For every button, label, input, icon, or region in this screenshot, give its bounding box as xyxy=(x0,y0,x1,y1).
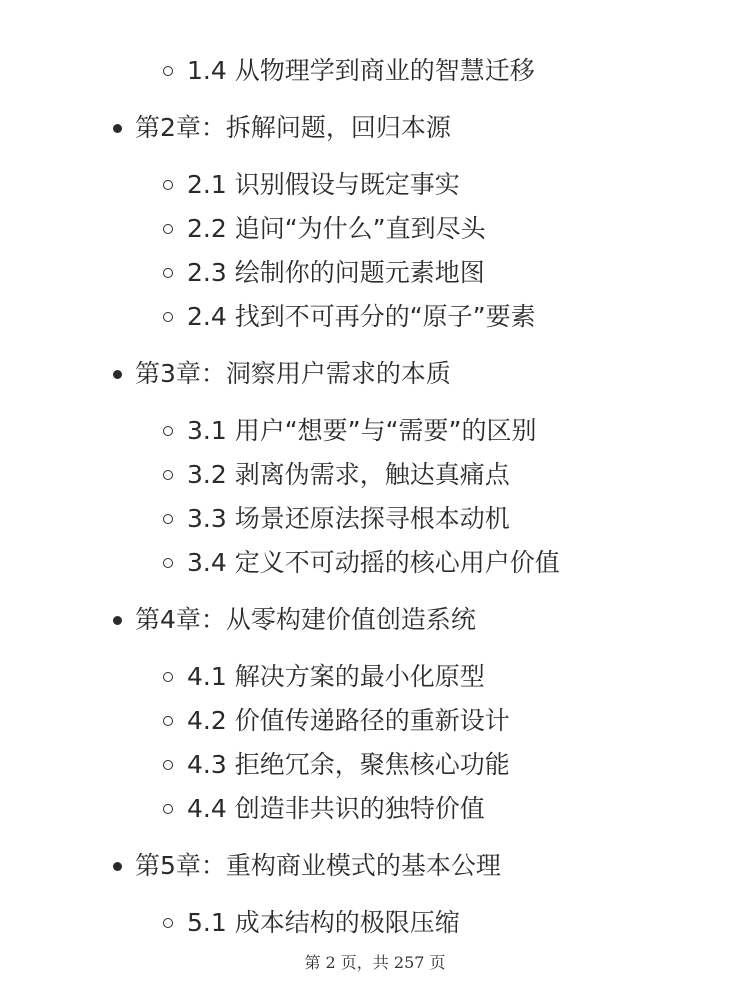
circle-bullet-icon xyxy=(163,312,173,322)
circle-bullet-icon xyxy=(163,804,173,814)
circle-bullet-icon xyxy=(163,514,173,524)
toc-section-item xyxy=(163,907,460,939)
toc-section-item xyxy=(163,661,485,693)
toc-section-item xyxy=(163,705,510,737)
disc-bullet-icon xyxy=(113,862,122,871)
toc-item-text: 4.1 解决方案的最小化原型 xyxy=(187,662,485,691)
circle-bullet-icon xyxy=(163,716,173,726)
toc-item-text: 4.2 价值传递路径的重新设计 xyxy=(187,706,510,735)
disc-bullet-icon xyxy=(113,124,122,133)
toc-item-text: 4.4 创造非共识的独特价值 xyxy=(187,794,485,823)
toc-item-text: 3.3 场景还原法探寻根本动机 xyxy=(187,504,510,533)
toc-item-text: 第5章：重构商业模式的基本公理 xyxy=(135,851,501,880)
toc-item-text: 第2章：拆解问题，回归本源 xyxy=(135,113,451,142)
toc-section-item xyxy=(163,749,510,781)
toc-chapter-item xyxy=(113,112,451,144)
circle-bullet-icon xyxy=(163,224,173,234)
toc-item-text: 3.4 定义不可动摇的核心用户价值 xyxy=(187,548,560,577)
circle-bullet-icon xyxy=(163,558,173,568)
circle-bullet-icon xyxy=(163,760,173,770)
disc-bullet-icon xyxy=(113,616,122,625)
toc-chapter-item xyxy=(113,604,476,636)
circle-bullet-icon xyxy=(163,426,173,436)
toc-item-text: 5.1 成本结构的极限压缩 xyxy=(187,908,460,937)
page-number-footer: 第 2 页，共 257 页 xyxy=(304,953,446,972)
circle-bullet-icon xyxy=(163,180,173,190)
toc-section-item xyxy=(163,459,510,491)
toc-section-item xyxy=(163,503,510,535)
circle-bullet-icon xyxy=(163,268,173,278)
toc-item-text: 3.2 剥离伪需求，触达真痛点 xyxy=(187,460,510,489)
toc-item-text: 2.1 识别假设与既定事实 xyxy=(187,170,460,199)
toc-item-text: 4.3 拒绝冗余，聚焦核心功能 xyxy=(187,750,510,779)
toc-section-item xyxy=(163,169,460,201)
toc-section-item xyxy=(163,301,536,333)
toc-section-item xyxy=(163,55,535,87)
toc-section-item xyxy=(163,213,486,245)
disc-bullet-icon xyxy=(113,370,122,379)
toc-item-text: 3.1 用户“想要”与“需要”的区别 xyxy=(187,416,537,445)
circle-bullet-icon xyxy=(163,66,173,76)
toc-chapter-item xyxy=(113,850,501,882)
toc-item-text: 2.4 找到不可再分的“原子”要素 xyxy=(187,302,536,331)
circle-bullet-icon xyxy=(163,470,173,480)
toc-section-item xyxy=(163,257,485,289)
circle-bullet-icon xyxy=(163,672,173,682)
toc-item-text: 第3章：洞察用户需求的本质 xyxy=(135,359,451,388)
toc-item-text: 1.4 从物理学到商业的智慧迁移 xyxy=(187,56,535,85)
toc-item-text: 第4章：从零构建价值创造系统 xyxy=(135,605,476,634)
toc-chapter-item xyxy=(113,358,451,390)
toc-section-item xyxy=(163,793,485,825)
toc-item-text: 2.2 追问“为什么”直到尽头 xyxy=(187,214,486,243)
toc-section-item xyxy=(163,547,560,579)
toc-section-item xyxy=(163,415,537,447)
toc-item-text: 2.3 绘制你的问题元素地图 xyxy=(187,258,485,287)
circle-bullet-icon xyxy=(163,918,173,928)
